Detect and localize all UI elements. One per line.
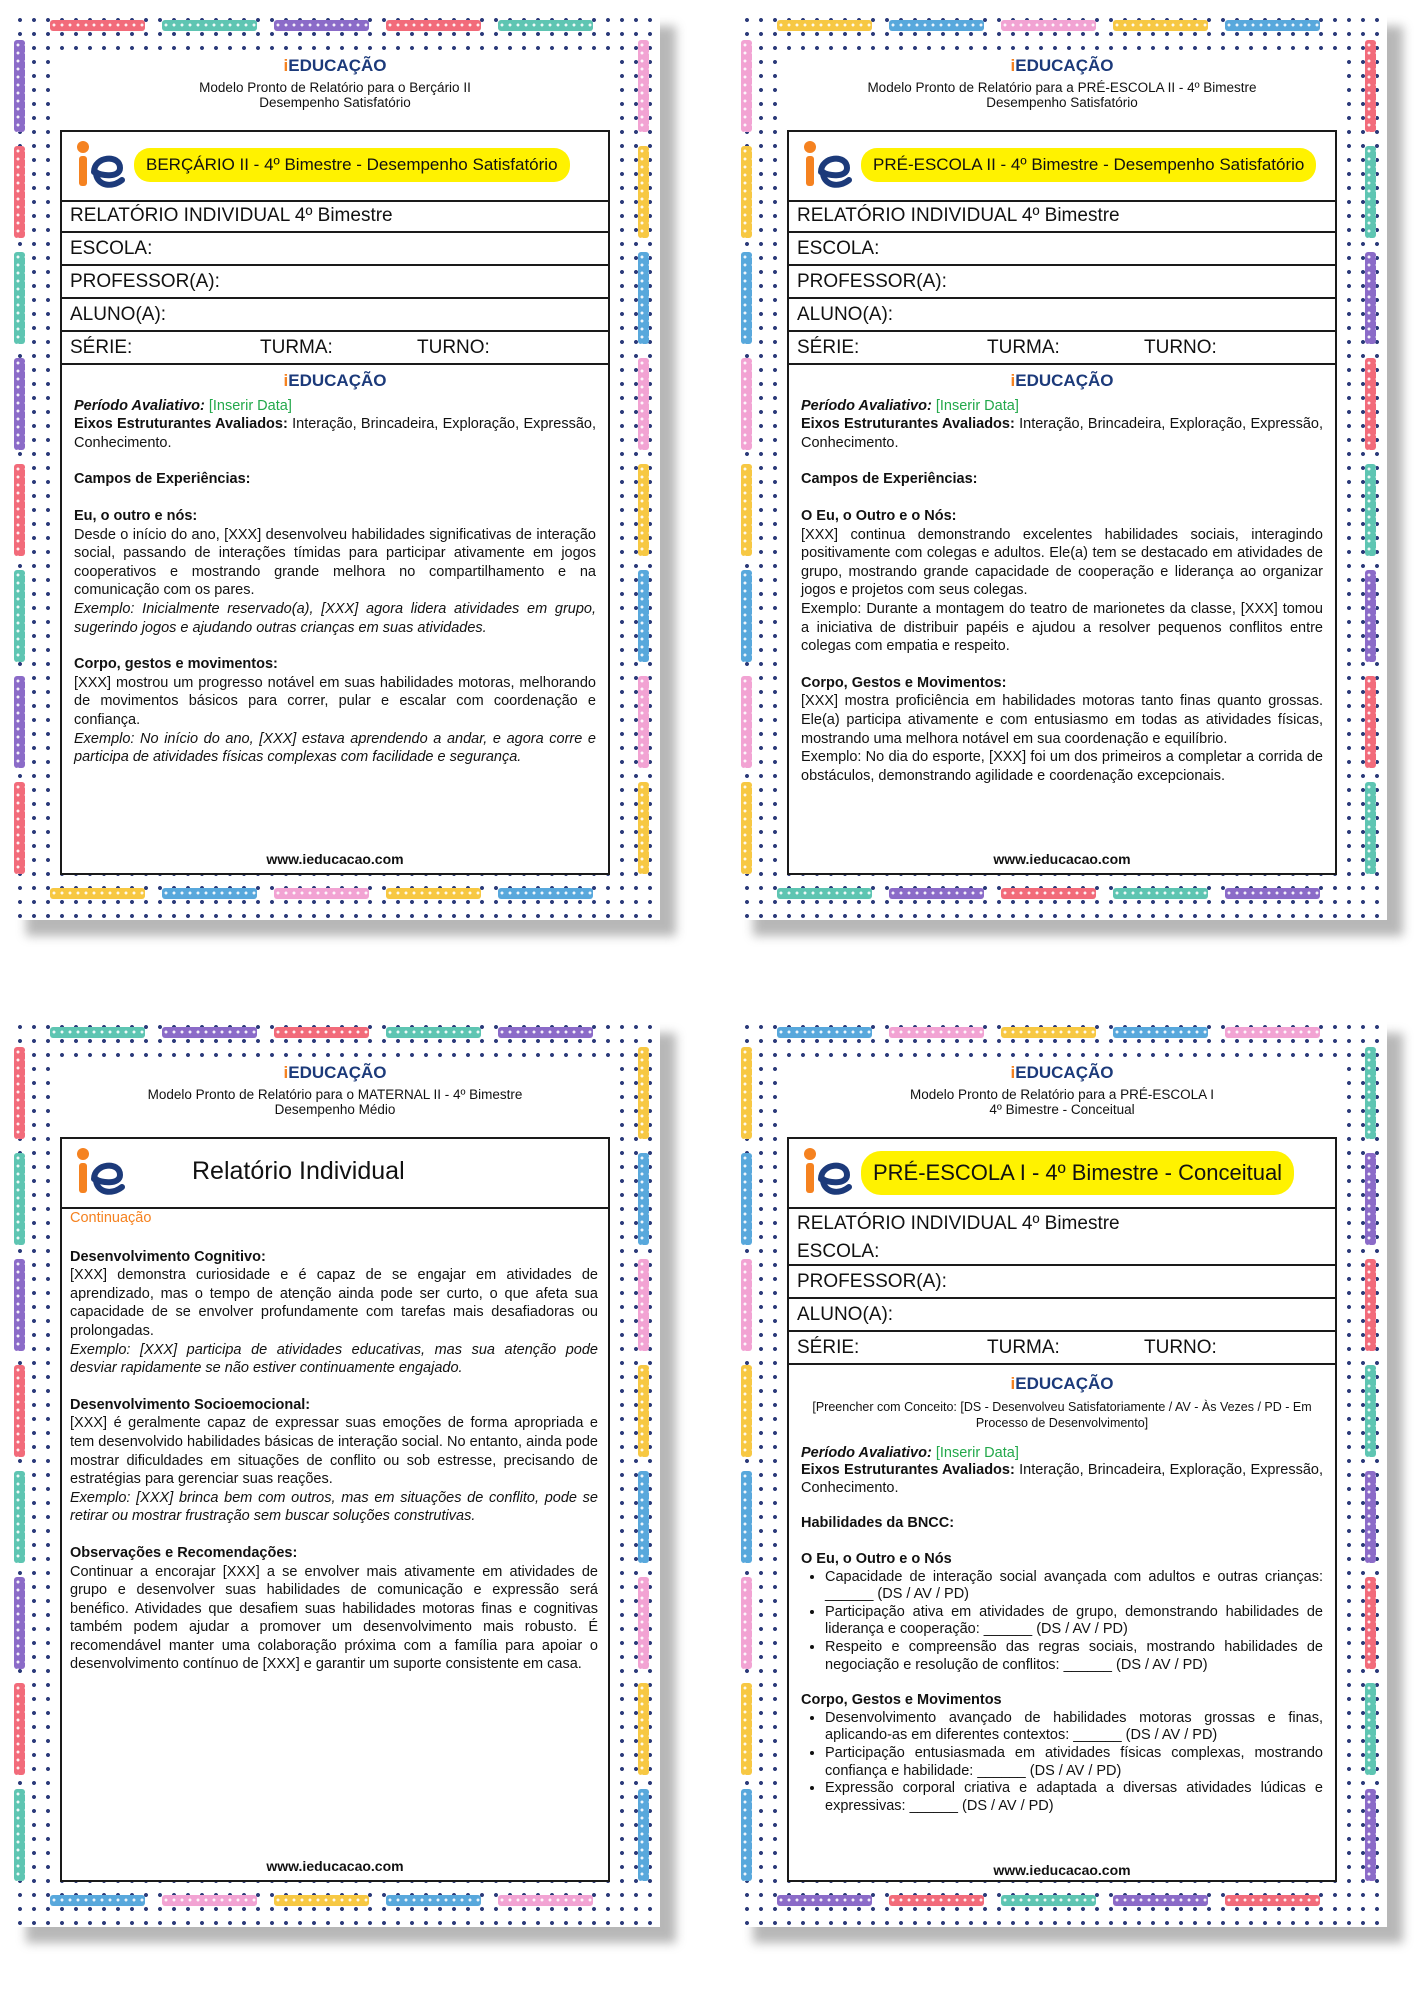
header-row [789,1139,1335,1209]
list-item: • Desenvolvimento avançado de habilidades motoras grossas e finas, aplicando-as em diferentes contextos: ______ (DS / AV / PD) [825,1710,1323,1745]
color-strip [1365,1577,1376,1669]
brand-logo-mid: iEDUCAÇÃO [1010,371,1114,390]
color-strip [386,20,481,31]
color-strip [162,1027,257,1038]
list-item: • Expressão corporal criativa e adaptada a diversas atividades lúdicas e expressivas: ______ (DS / AV / PD) [825,1780,1323,1815]
color-strip [1365,782,1376,874]
color-strip [889,1027,984,1038]
color-strip [1001,888,1096,899]
color-strip [741,1789,752,1881]
list-item: • Participação ativa em atividades de grupo, demonstrando habilidades de liderança e cooperação: ______ (DS / AV / PD) [825,1604,1323,1639]
color-strip [638,1153,649,1245]
color-strip [274,1895,369,1906]
color-strip [14,40,25,132]
report-sheet-pre-escola-ii [737,10,1397,930]
color-strip [1365,146,1376,238]
color-strip [1365,1471,1376,1563]
brand-logo-top: iEDUCAÇÃO [283,1063,387,1082]
report-subtitle: Modelo Pronto de Relatório para a PRÉ-ESCOLA I 4º Bimestre - Conceitual [910,1087,1214,1117]
color-strip [14,1683,25,1775]
color-strip [1365,1153,1376,1245]
header-row [789,132,1335,202]
report-card [50,1057,620,1882]
color-strip [1365,40,1376,132]
header-pill: PRÉ-ESCOLA II - 4º Bimestre - Desempenho Satisfatório [861,148,1316,182]
color-strip [638,464,649,556]
teacher-field[interactable]: PROFESSOR(A): [62,266,608,299]
color-strip [274,20,369,31]
color-strip [889,20,984,31]
grade-class-shift-row[interactable]: SÉRIE: TURMA: TURNO: [789,332,1335,365]
color-strip [777,1027,872,1038]
color-strip [14,1153,25,1245]
color-strip [638,1471,649,1563]
color-strip [1365,1365,1376,1457]
color-strip [741,570,752,662]
color-strip [1365,252,1376,344]
color-strip [14,252,25,344]
report-body: iEDUCAÇÃO [Preencher com Conceito: [DS - Desenvolveu Satisfatoriamente / AV - Às Vezes / PD - Em Processo de Desenvolvimento] Período Avaliativo: [Inserir Data] Eixos Estruturantes Avaliados: Interação, Brincadeira, Exploração, Expressão, Conhecimento. Habilidades da BNCC: O Eu, o Outro e o Nós • Capacidade de interação social avançada com adultos e outras crianças: ______ (DS / AV / PD) • Participação ativa em atividades de grupo, demonstrando habilidades de liderança e cooperação: ______ (DS / AV / PD) • Respeito e compreensão das regras sociais, mostrando habilidades de negociação e resolução de conflitos: ______ (DS / AV / PD) Corpo, Gestos e Movimentos • Desenvolvimento avançado de habilidades motoras grossas e finas, aplicando-as em diferentes contextos: ______ (DS / AV / PD) • Participação entusiasmada em atividades físicas complexas, mostrando confiança e habilidade: ______ (DS / AV / PD) • Expressão corporal criativa e adaptada a diversas atividades lúdicas e expressivas: ______ (DS / AV / PD) [801,1375,1323,1815]
color-strip [1225,1027,1320,1038]
color-strip [14,1471,25,1563]
report-title: Relatório Individual [192,1157,405,1185]
ieducacao-logo-icon [70,138,126,194]
header-row [62,132,608,202]
color-strip [741,676,752,768]
report-card [777,1057,1347,1882]
color-strip [386,1895,481,1906]
color-strip [638,570,649,662]
color-strip [1001,1027,1096,1038]
grade-class-shift-row[interactable]: SÉRIE: TURMA: TURNO: [62,332,608,365]
report-body: iEDUCAÇÃO Período Avaliativo: [Inserir Data] Eixos Estruturantes Avaliados: Interação, Brincadeira, Exploração, Expressão, Conhecimento. Campos de Experiências: Eu, o outro e nós: Desde o início do ano, [XXX] desenvolveu habilidades significativas de interação social, passando de interações tímidas para participar ativamente em jogos cooperativos e mostrando grande melhora no compartilhamento e na comunicação com os pares. Exemplo: Inicialmente reservado(a), [XXX] agora lidera atividades em grupo, sugerindo jogos e ajudando outras crianças em suas atividades. Corpo, gestos e movimentos: [XXX] mostrou um progresso notável em suas habilidades motoras, melhorando de movimentos básicos para correr, pular e escalar com coordenação e confiança. Exemplo: No início do ano, [XXX] estava aprendendo a andar, e agora corre e participa de atividades físicas complexas com facilidade e segurança. [74,371,596,766]
color-strip [638,782,649,874]
report-title-row: RELATÓRIO INDIVIDUAL 4º Bimestre [789,200,1335,233]
color-strip [274,1027,369,1038]
color-strip [638,1789,649,1881]
teacher-field[interactable]: PROFESSOR(A): [789,266,1335,299]
color-strip [1113,20,1208,31]
school-field[interactable]: ESCOLA: [789,233,1335,266]
color-strip [741,146,752,238]
color-strip [889,1895,984,1906]
color-strip [1365,464,1376,556]
brand-logo-mid: iEDUCAÇÃO [1010,1374,1114,1393]
report-sheet-bercario [10,10,670,930]
color-strip [162,20,257,31]
student-field[interactable]: ALUNO(A): [62,299,608,332]
color-strip [741,1471,752,1563]
report-frame [787,1137,1337,1882]
ieducacao-logo-icon [797,1145,853,1201]
color-strip [638,676,649,768]
color-strip [1365,1047,1376,1139]
list-item: • Participação entusiasmada em atividades físicas complexas, mostrando confiança e habilidade: ______ (DS / AV / PD) [825,1745,1323,1780]
website-footer[interactable]: www.ieducacao.com [266,851,404,867]
brand-logo-top: iEDUCAÇÃO [283,56,387,75]
color-strip [498,888,593,899]
color-strip [741,1153,752,1245]
color-strip [1113,888,1208,899]
color-strip [14,676,25,768]
report-title-row: RELATÓRIO INDIVIDUAL 4º Bimestre [62,200,608,233]
color-strip [638,1259,649,1351]
color-strip [638,1683,649,1775]
bncc-list-eu-outro [801,1569,1323,1675]
color-strip [741,782,752,874]
color-strip [741,1259,752,1351]
color-strip [14,1047,25,1139]
school-field[interactable]: ESCOLA: [789,1239,1335,1266]
ieducacao-logo-icon [70,1145,126,1201]
color-strip [741,252,752,344]
report-card [50,50,620,875]
color-strip [386,888,481,899]
color-strip [741,464,752,556]
report-frame [60,1137,610,1882]
color-strip [498,1027,593,1038]
color-strip [14,1259,25,1351]
brand-logo-mid: iEDUCAÇÃO [283,371,387,390]
color-strip [14,358,25,450]
report-card [777,50,1347,875]
website-footer[interactable]: www.ieducacao.com [993,851,1131,867]
color-strip [498,1895,593,1906]
color-strip [14,1365,25,1457]
color-strip [1113,1895,1208,1906]
website-footer[interactable]: www.ieducacao.com [993,1862,1131,1878]
ieducacao-logo-icon [797,138,853,194]
color-strip [741,358,752,450]
continuation-label: Continuação [70,1210,152,1226]
color-strip [1365,676,1376,768]
report-sheet-pre-escola-i [737,1017,1397,1937]
color-strip [1113,1027,1208,1038]
color-strip [638,358,649,450]
color-strip [638,1047,649,1139]
color-strip [638,1365,649,1457]
color-strip [1365,1259,1376,1351]
report-subtitle: Modelo Pronto de Relatório para o MATERNAL II - 4º Bimestre Desempenho Médio [147,1087,523,1117]
color-strip [741,1577,752,1669]
school-field[interactable]: ESCOLA: [62,233,608,266]
list-item: • Respeito e compreensão das regras sociais, mostrando habilidades de negociação e resolução de conflitos: ______ (DS / AV / PD) [825,1639,1323,1674]
color-strip [498,20,593,31]
color-strip [1225,20,1320,31]
color-strip [50,1027,145,1038]
brand-logo-top: iEDUCAÇÃO [1010,1063,1114,1082]
report-title-row: RELATÓRIO INDIVIDUAL 4º Bimestre [797,1213,1120,1234]
student-field[interactable]: ALUNO(A): [789,1299,1335,1332]
color-strip [1225,1895,1320,1906]
website-footer[interactable]: www.ieducacao.com [266,1858,404,1874]
color-strip [14,570,25,662]
color-strip [777,888,872,899]
color-strip [741,1047,752,1139]
teacher-field[interactable]: PROFESSOR(A): [789,1266,1335,1299]
report-frame [787,130,1337,875]
color-strip [14,1789,25,1881]
color-strip [1001,20,1096,31]
color-strip [1365,1683,1376,1775]
report-sheet-maternal-ii [10,1017,670,1937]
color-strip [638,1577,649,1669]
report-body: iEDUCAÇÃO Período Avaliativo: [Inserir Data] Eixos Estruturantes Avaliados: Interação, Brincadeira, Exploração, Expressão, Conhecimento. Campos de Experiências: O Eu, o Outro e o Nós: [XXX] continua demonstrando excelentes habilidades sociais, interagindo positivamente com colegas e adultos. Ele(a) tem se destacado em atividades de grupo, mostrando grande capacidade de cooperação e liderança ao organizar jogos e projetos com seus colegas. Exemplo: Durante a montagem do teatro de marionetes da classe, [XXX] tomou a iniciativa de distribuir papéis e ajudou a resolver pequenos conflitos entre colegas com empatia e respeito. Corpo, Gestos e Movimentos: [XXX] mostra proficiência em habilidades motoras tanto finas quanto grossas. Ele(a) participa ativamente e com entusiasmo em todas as atividades físicas, mostrando uma melhora notável em sua coordenação e equilíbrio. Exemplo: No dia do esporte, [XXX] foi um dos primeiros a completar a corrida de obstáculos, demonstrando agilidade e coordenação excepcionais. [801,371,1323,784]
header-pill: PRÉ-ESCOLA I - 4º Bimestre - Conceitual [861,1151,1294,1195]
color-strip [274,888,369,899]
color-strip [162,888,257,899]
color-strip [777,20,872,31]
color-strip [741,1683,752,1775]
color-strip [14,1577,25,1669]
header-pill: BERÇÁRIO II - 4º Bimestre - Desempenho Satisfatório [134,148,570,182]
color-strip [50,888,145,899]
header-row [62,1139,608,1209]
report-subtitle: Modelo Pronto de Relatório para a PRÉ-ESCOLA II - 4º Bimestre Desempenho Satisfatório [867,80,1257,110]
color-strip [889,888,984,899]
color-strip [1001,1895,1096,1906]
color-strip [1365,570,1376,662]
concept-instructions: [Preencher com Conceito: [DS - Desenvolveu Satisfatoriamente / AV - Às Vezes / PD - Em Processo de Desenvolvimento] [812,1399,1312,1430]
color-strip [386,1027,481,1038]
color-strip [50,1895,145,1906]
color-strip [1225,888,1320,899]
color-strip [638,146,649,238]
color-strip [50,20,145,31]
grade-class-shift-row[interactable]: SÉRIE: TURMA: TURNO: [789,1332,1335,1365]
color-strip [14,146,25,238]
color-strip [1365,358,1376,450]
report-frame [60,130,610,875]
color-strip [14,782,25,874]
color-strip [638,40,649,132]
color-strip [1365,1789,1376,1881]
color-strip [14,464,25,556]
student-field[interactable]: ALUNO(A): [789,299,1335,332]
color-strip [638,252,649,344]
brand-logo-top: iEDUCAÇÃO [1010,56,1114,75]
report-subtitle: Modelo Pronto de Relatório para o Berçário II Desempenho Satisfatório [199,80,471,110]
color-strip [777,1895,872,1906]
bncc-list-corpo [801,1710,1323,1816]
report-body: Continuação Desenvolvimento Cognitivo: [XXX] demonstra curiosidade e é capaz de se engajar em atividades de aprendizado, mas o tempo de atenção ainda pode ser curto, o que afeta sua capacidade de se envolver profundamente com tarefas mais desafiadoras ou prolongadas. Exemplo: [XXX] participa de atividades educativas, mas sua atenção pode desviar rapidamente se não estiver continuamente engajado. Desenvolvimento Socioemocional: [XXX] é geralmente capaz de expressar suas emoções de forma apropriada e tem desenvolvido habilidades básicas de interação social. No entanto, ainda pode mostrar dificuldades em situações de conflito ou sob estresse, precisando de estratégias para gerenciar suas reações. Exemplo: [XXX] brinca bem com outros, mas em situações de conflito, pode se retirar ou mostrar frustração sem buscar soluções construtivas. Observações e Recomendações: Continuar a encorajar [XXX] a se envolver mais ativamente em atividades de grupo e desenvolver suas habilidades de comunicação e expressão será benéfico. Atividades que desafiem suas habilidades motoras finas e cognitivas também podem ajudar a promover um desenvolvimento mais robusto. É recomendável manter uma colaboração próxima com a família para apoiar o desenvolvimento contínuo de [XXX] e garantir um suporte consistente em casa. [70,1210,598,1673]
color-strip [741,1365,752,1457]
color-strip [741,40,752,132]
list-item: • Capacidade de interação social avançada com adultos e outras crianças: ______ (DS / AV / PD) [825,1569,1323,1604]
color-strip [162,1895,257,1906]
